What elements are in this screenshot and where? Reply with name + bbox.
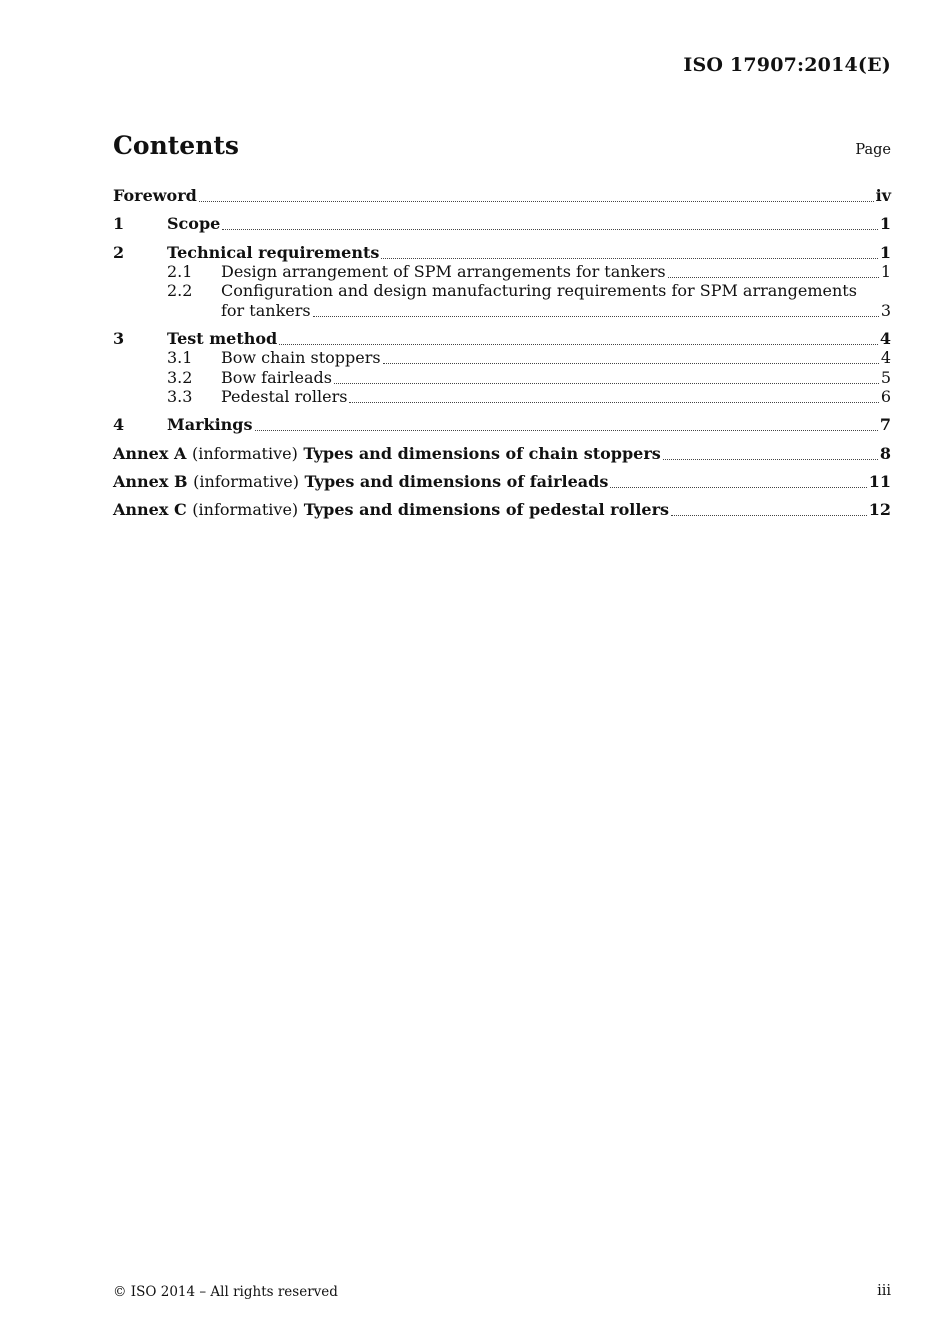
toc-number: 3.1 [167, 348, 193, 367]
toc-page: 1 [880, 262, 891, 281]
leader-dots [610, 486, 866, 488]
toc-entry-2-1[interactable] [113, 262, 891, 282]
toc-number: 2 [113, 243, 125, 262]
toc-title: Types and dimensions of fairleads [304, 472, 609, 491]
toc-title: Design arrangement of SPM arrangements for tankers [221, 262, 666, 281]
toc-number: 3.2 [167, 368, 193, 387]
toc-entry-scope[interactable] [113, 214, 891, 234]
toc-number: 3 [113, 329, 125, 348]
annex-qualifier: (informative) [193, 472, 299, 491]
toc-page: iv [875, 186, 891, 205]
toc-title: Scope [167, 214, 221, 233]
leader-dots [199, 200, 874, 202]
copyright-notice: © ISO 2014 – All rights reserved [113, 1284, 338, 1300]
toc-title: Types and dimensions of chain stoppers [303, 444, 661, 463]
toc-title: Bow chain stoppers [221, 348, 381, 367]
toc-page: 5 [880, 368, 891, 387]
toc-page: 11 [868, 472, 891, 491]
toc-entry-markings[interactable] [113, 415, 891, 435]
toc-entry-annex-c[interactable] [113, 500, 891, 520]
annex-qualifier: (informative) [191, 444, 298, 463]
toc-page: 7 [879, 415, 891, 434]
leader-dots [381, 257, 878, 259]
toc-entry-annex-a[interactable] [113, 444, 891, 464]
leader-dots [255, 429, 878, 431]
page-column-label: Page [855, 142, 891, 158]
toc-entry-3-3[interactable] [113, 387, 891, 407]
leader-dots [663, 458, 878, 460]
page-number: iii [877, 1283, 891, 1299]
toc-page: 3 [880, 301, 891, 320]
toc-page: 12 [868, 500, 891, 519]
toc-number: 2.1 [167, 262, 193, 281]
toc-page: 6 [880, 387, 891, 406]
toc-number: 3.3 [167, 387, 193, 406]
leader-dots [313, 315, 879, 317]
toc-title: Markings [167, 415, 253, 434]
toc-title-line2: for tankers [221, 301, 311, 320]
toc-page: 4 [879, 329, 891, 348]
toc-title: Technical requirements [167, 243, 380, 262]
annex-qualifier: (informative) [192, 500, 299, 519]
toc-entry-3-1[interactable] [113, 348, 891, 368]
toc-page: 4 [880, 348, 891, 367]
toc-title: Test method [167, 329, 278, 348]
toc-page: 8 [879, 444, 891, 463]
leader-dots [279, 343, 878, 345]
leader-dots [334, 382, 879, 384]
contents-title: Contents [113, 131, 240, 160]
toc-title: Foreword [113, 186, 197, 205]
leader-dots [668, 276, 879, 278]
toc-entry-3-2[interactable] [113, 368, 891, 388]
toc-entry-technical-requirements[interactable] [113, 243, 891, 263]
toc-entry-2-2-continued[interactable] [113, 301, 891, 321]
toc-page: 1 [879, 243, 891, 262]
toc-page: 1 [879, 214, 891, 233]
annex-label: Annex C [113, 500, 187, 519]
toc-entry-annex-b[interactable] [113, 472, 891, 492]
leader-dots [349, 401, 878, 403]
annex-label: Annex A [113, 444, 187, 463]
toc-title: Pedestal rollers [221, 387, 348, 406]
toc-title-line1: Configuration and design manufacturing requirements for SPM arrangements [221, 281, 857, 300]
toc-number: 1 [113, 214, 125, 233]
toc-number: 2.2 [167, 281, 193, 300]
toc-title: Bow fairleads [221, 368, 332, 387]
annex-label: Annex B [113, 472, 188, 491]
toc-entry-2-2[interactable] [113, 281, 891, 301]
leader-dots [222, 228, 878, 230]
toc-number: 4 [113, 415, 125, 434]
leader-dots [383, 362, 879, 364]
standard-id: ISO 17907:2014(E) [683, 54, 891, 76]
toc-entry-foreword[interactable] [113, 186, 891, 206]
leader-dots [671, 514, 867, 516]
toc-title: Types and dimensions of pedestal rollers [303, 500, 670, 519]
toc-entry-test-method[interactable] [113, 329, 891, 349]
